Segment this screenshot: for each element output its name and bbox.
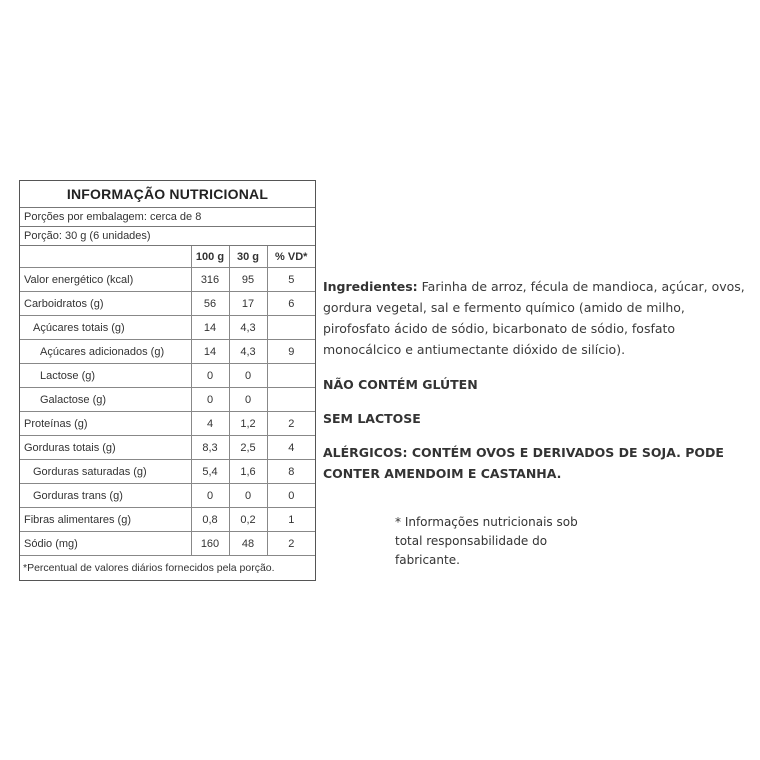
value-per-100g: 14 bbox=[191, 340, 229, 364]
value-per-30g: 95 bbox=[229, 268, 267, 292]
value-per-100g: 0 bbox=[191, 364, 229, 388]
percent-daily-value: 2 bbox=[267, 412, 315, 436]
value-per-30g: 48 bbox=[229, 532, 267, 556]
nutrition-footnote: *Percentual de valores diários fornecidos pela porção. bbox=[23, 562, 275, 574]
nutrient-label: Gorduras saturadas (g) bbox=[20, 460, 191, 484]
percent-daily-value bbox=[267, 388, 315, 412]
nutrition-title: INFORMAÇÃO NUTRICIONAL bbox=[20, 181, 315, 208]
nutrition-row bbox=[20, 436, 315, 460]
percent-daily-value bbox=[267, 364, 315, 388]
nutrient-label: Lactose (g) bbox=[20, 364, 191, 388]
value-per-30g: 1,2 bbox=[229, 412, 267, 436]
nutrient-label: Valor energético (kcal) bbox=[20, 268, 191, 292]
column-header-vd: % VD* bbox=[267, 246, 315, 268]
nutrition-row bbox=[20, 532, 315, 556]
value-per-100g: 5,4 bbox=[191, 460, 229, 484]
nutrition-row bbox=[20, 316, 315, 340]
servings-per-package: Porções por embalagem: cerca de 8 bbox=[20, 208, 315, 227]
nutrient-label: Açúcares totais (g) bbox=[20, 316, 191, 340]
value-per-30g: 2,5 bbox=[229, 436, 267, 460]
value-per-100g: 0 bbox=[191, 484, 229, 508]
percent-daily-value: 8 bbox=[267, 460, 315, 484]
value-per-100g: 8,3 bbox=[191, 436, 229, 460]
value-per-30g: 0,2 bbox=[229, 508, 267, 532]
nutrient-label: Sódio (mg) bbox=[20, 532, 191, 556]
nutrition-row bbox=[20, 268, 315, 292]
lactose-free-statement: SEM LACTOSE bbox=[323, 411, 421, 426]
value-per-30g: 4,3 bbox=[229, 340, 267, 364]
ingredients-label: Ingredientes: bbox=[323, 279, 418, 294]
nutrition-row bbox=[20, 364, 315, 388]
value-per-100g: 316 bbox=[191, 268, 229, 292]
value-per-30g: 17 bbox=[229, 292, 267, 316]
nutrient-label: Proteínas (g) bbox=[20, 412, 191, 436]
nutrient-label: Fibras alimentares (g) bbox=[20, 508, 191, 532]
percent-daily-value: 4 bbox=[267, 436, 315, 460]
nutrition-row bbox=[20, 460, 315, 484]
nutrient-label: Açúcares adicionados (g) bbox=[20, 340, 191, 364]
nutrient-column-header bbox=[20, 246, 191, 268]
value-per-30g: 1,6 bbox=[229, 460, 267, 484]
nutrition-header-row bbox=[20, 246, 315, 268]
nutrition-rows bbox=[20, 268, 315, 556]
column-header-30g: 30 g bbox=[229, 246, 267, 268]
percent-daily-value: 6 bbox=[267, 292, 315, 316]
nutrient-label: Gorduras totais (g) bbox=[20, 436, 191, 460]
nutrition-row bbox=[20, 292, 315, 316]
value-per-100g: 160 bbox=[191, 532, 229, 556]
value-per-100g: 56 bbox=[191, 292, 229, 316]
nutrition-row bbox=[20, 484, 315, 508]
nutrient-label: Carboidratos (g) bbox=[20, 292, 191, 316]
nutrient-label: Gorduras trans (g) bbox=[20, 484, 191, 508]
value-per-100g: 0 bbox=[191, 388, 229, 412]
percent-daily-value: 0 bbox=[267, 484, 315, 508]
value-per-100g: 0,8 bbox=[191, 508, 229, 532]
serving-size: Porção: 30 g (6 unidades) bbox=[20, 227, 315, 246]
value-per-30g: 0 bbox=[229, 388, 267, 412]
column-header-100g: 100 g bbox=[191, 246, 229, 268]
percent-daily-value: 5 bbox=[267, 268, 315, 292]
percent-daily-value: 9 bbox=[267, 340, 315, 364]
nutrition-row bbox=[20, 508, 315, 532]
percent-daily-value: 1 bbox=[267, 508, 315, 532]
value-per-30g: 4,3 bbox=[229, 316, 267, 340]
value-per-30g: 0 bbox=[229, 364, 267, 388]
manufacturer-note: * Informações nutricionais sob total responsabilidade do fabricante. bbox=[395, 515, 578, 567]
nutrition-row bbox=[20, 388, 315, 412]
ingredients-text: Farinha de arroz, fécula de mandioca, açúcar, ovos, gordura vegetal, sal e fermento químico (amido de milho, pirofosfato ácido de sódio, bicarbonato de sódio, fosfato monocálcico e antiumectante dióxido de silício). bbox=[323, 279, 745, 357]
ingredients-paragraph bbox=[323, 276, 755, 360]
allergens-statement: ALÉRGICOS: CONTÉM OVOS E DERIVADOS DE SOJA. PODE CONTER AMENDOIM E CASTANHA. bbox=[323, 445, 724, 481]
nutrition-grid bbox=[20, 246, 315, 556]
nutrition-row bbox=[20, 412, 315, 436]
value-per-30g: 0 bbox=[229, 484, 267, 508]
value-per-100g: 14 bbox=[191, 316, 229, 340]
nutrition-facts-table bbox=[19, 180, 316, 581]
value-per-100g: 4 bbox=[191, 412, 229, 436]
nutrient-label: Galactose (g) bbox=[20, 388, 191, 412]
percent-daily-value: 2 bbox=[267, 532, 315, 556]
gluten-free-statement: NÃO CONTÉM GLÚTEN bbox=[323, 377, 478, 392]
nutrition-row bbox=[20, 340, 315, 364]
percent-daily-value bbox=[267, 316, 315, 340]
